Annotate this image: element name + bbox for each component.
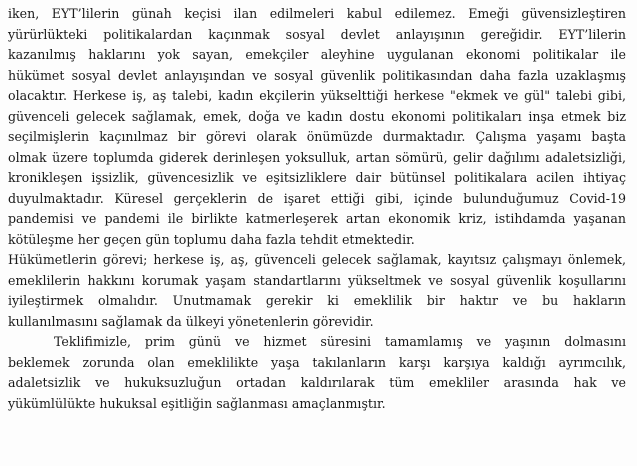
text-line: Teklifimizle, prim günü ve hizmet süresini tamamlamış ve yaşının dolmasını (54, 334, 626, 349)
text-line: yürürlükteki politikalardan kaçınmak sosyal devlet anlayışının gereğidir. EYT’lilerin (8, 26, 626, 42)
text-line: seçilmişlerin kaçınılmaz bir görevi olarak önümüzde durmaktadır. Çalışma yaşamı başta (8, 129, 626, 144)
text-line: Hükümetlerin görevi; herkese iş, aş, güvenceli gelecek sağlamak, kayıtsız çalışmayı önlemek, (8, 252, 626, 267)
text-line: kazanılmış haklarını yok sayan, emekçiler aleyhine uygulanan ekonomi politikalar ile (8, 47, 626, 62)
text-line: emeklilerin hakkını korumak yaşam standartlarını yükseltmek ve sosyal güvenlik koşullarını (8, 272, 626, 288)
text-line: hükümet sosyal devlet anlayışından ve sosyal güvenlik politikasından daha fazla uzaklaşmış (8, 67, 626, 83)
document-body (8, 4, 626, 414)
text-line: duyulmaktadır. Küresel gerçeklerin de işaret ettiği gibi, içinde bulunduğumuz Covid-19 (8, 190, 626, 206)
text-line: iken, EYT’lilerin günah keçisi ilan edilmeleri kabul edilemez. Emeği güvensizleştiren (8, 6, 626, 21)
text-line: pandemisi ve pandemi ile birlikte katmerleşerek artan ekonomik kriz, istihdamda yaşanan (8, 211, 626, 226)
text-line: yükümlülükte hukuksal eşitliğin sağlanması amaçlanmıştır. (8, 395, 386, 411)
text-line: güvenceli gelecek sağlamak, emek, doğa ve kadın dostu ekonomi politikaları inşa etmek biz (8, 108, 626, 124)
text-line: kullanılmasını sağlamak da ülkeyi yönetenlerin görevidir. (8, 313, 374, 329)
text-line: iyileştirmek olmalıdır. Unutmamak gerekir ki emeklilik bir haktır ve bu hakların (8, 293, 626, 308)
text-line: beklemek zorunda olan emeklilikte yaşa takılanların karşı karşıya kaldığı ayrımcılık, (8, 354, 626, 370)
text-line: adaletsizlik ve hukuksuzluğun ortadan kaldırılarak tüm emekliler arasında hak ve (8, 375, 626, 390)
text-line: kötüleşme her geçen gün toplumu daha fazla tehdit etmektedir. (8, 231, 415, 247)
text-line: olmak üzere toplumda giderek derinleşen yoksulluk, artan sömürü, gelir dağılımı adaletsizliği, (8, 149, 626, 165)
text-line: olacaktır. Herkese iş, aş talebi, kadın ekçilerin yükselttiği herkese "ekmek ve gül" talebi gibi, (8, 88, 626, 103)
text-line: kronikleşen işsizlik, güvencesizlik ve eşitsizliklere dair bütünsel politikalara acilen ihtiyaç (8, 170, 626, 185)
